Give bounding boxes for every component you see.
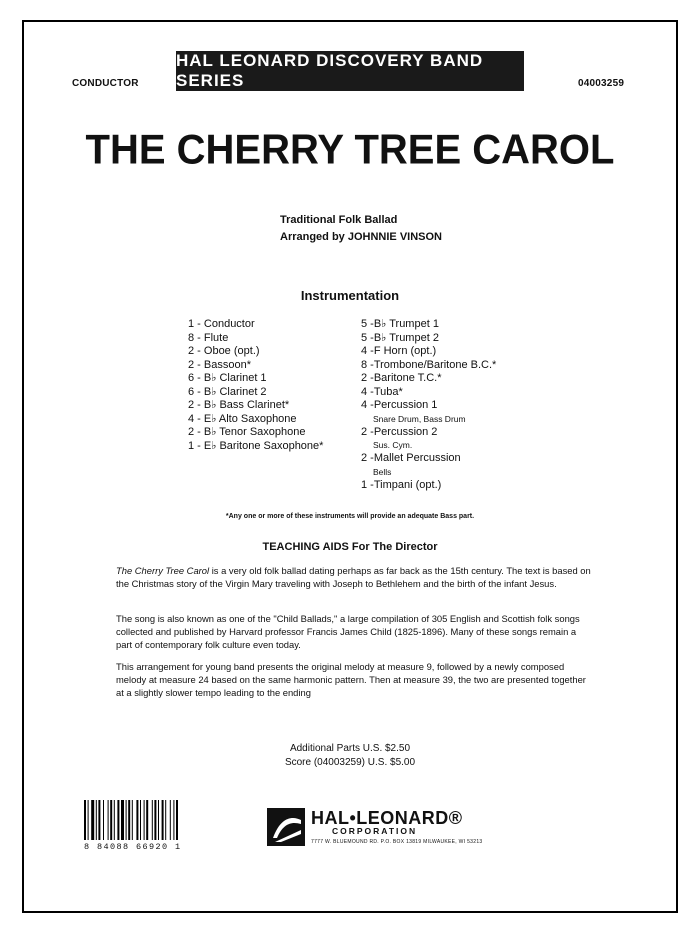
barcode-bar <box>110 800 112 840</box>
instrument-row: 2 -Percussion 2 <box>361 425 438 438</box>
instrumentation-right-column <box>361 318 496 492</box>
instrument-row: 1 - Conductor <box>188 318 255 330</box>
instrument-row: 8 -Trombone/Baritone B.C.* <box>361 358 497 371</box>
instrument-row: 2 -Baritone T.C.* <box>361 372 442 384</box>
instrument-detail: Bells <box>373 466 392 477</box>
instrument-row: 4 - E♭ Alto Saxophone <box>188 412 297 425</box>
instrument-detail: Sus. Cym. <box>373 440 413 450</box>
barcode-bar <box>136 800 138 840</box>
barcode-bar <box>146 800 148 840</box>
publisher-address: 7777 W. BLUEMOUND RD. P.O. BOX 13819 MILWAUKEE, WI 53213 <box>311 839 483 845</box>
barcode-bar <box>96 800 97 840</box>
instrument-detail: Snare Drum, Bass Drum <box>373 413 466 424</box>
instrument-row: 6 - B♭ Clarinet 1 <box>188 372 267 384</box>
barcode-bar <box>117 800 119 840</box>
paragraph-history <box>116 564 592 590</box>
instrument-row: 8 - Flute <box>188 331 229 344</box>
barcode-bar <box>154 800 156 840</box>
instrumentation-left-column <box>188 318 323 453</box>
barcode-bar <box>114 800 115 840</box>
publisher-logo <box>267 808 483 852</box>
instrumentation-heading: Instrumentation <box>300 288 400 303</box>
arranger-credit <box>280 231 442 243</box>
barcode-bar <box>170 800 171 840</box>
instrument-row: 2 -Mallet Percussion <box>361 452 461 464</box>
barcode <box>84 800 202 852</box>
barcode-bar <box>103 800 104 840</box>
instrument-row: 1 -Timpani (opt.) <box>361 478 442 491</box>
paragraph-child-ballads: The song is also known as one of the "Child Ballads," a large compilation of 305 English and Scottish folk songs collected and published by Harvard professor Francis James Child (1825-1896). Many of these songs remain a part of contemporary folk culture even today. <box>116 613 580 650</box>
paragraph-arrangement: This arrangement for young band presents the original melody at measure 9, followed by a newly composed melody at measure 24 based on the same harmonic pattern. Then at measure 39, the two are presented together at a slightly slower tempo leading to the ending <box>116 661 586 698</box>
hal-leonard-mark-icon <box>267 808 307 848</box>
arranger-name: JOHNNIE VINSON <box>347 231 442 243</box>
additional-parts-price: Additional Parts U.S. $2.50 <box>289 743 411 754</box>
barcode-bar <box>158 800 159 840</box>
barcode-bar <box>152 800 153 840</box>
barcode-bar <box>88 800 89 840</box>
instrument-row: 4 -Percussion 1 <box>361 399 438 411</box>
origin-credit: Traditional Folk Ballad <box>280 214 398 226</box>
score-price: Score (04003259) U.S. $5.00 <box>284 757 416 768</box>
conductor-label: CONDUCTOR <box>72 78 139 89</box>
barcode-bar <box>126 800 127 840</box>
arranged-by-label: Arranged by <box>280 231 345 243</box>
barcode-bar <box>162 800 164 840</box>
barcode-bar <box>128 800 130 840</box>
barcode-bar <box>98 800 100 840</box>
instrument-row: 4 -F Horn (opt.) <box>361 345 437 357</box>
barcode-bar <box>144 800 145 840</box>
instrument-row: 2 - B♭ Tenor Saxophone <box>188 426 306 438</box>
instrument-row: 2 - Oboe (opt.) <box>188 345 260 357</box>
barcode-digits: 8 84088 66920 1 <box>84 842 182 852</box>
barcode-bars <box>84 800 202 840</box>
series-banner: HAL LEONARD DISCOVERY BAND SERIES <box>176 51 524 91</box>
instrument-row: 2 - Bassoon* <box>188 358 251 371</box>
barcode-bar <box>91 800 94 840</box>
instrument-row: 5 -B♭ Trumpet 2 <box>361 331 439 344</box>
instrument-row: 4 -Tuba* <box>361 385 403 398</box>
barcode-bar <box>121 800 124 840</box>
instrument-row: 5 -B♭ Trumpet 1 <box>361 318 439 330</box>
publisher-corp: CORPORATION <box>332 826 418 836</box>
teaching-aids-heading: TEACHING AIDS For The Director <box>262 541 438 553</box>
instrument-row: 1 - E♭ Baritone Saxophone* <box>188 439 324 452</box>
barcode-bar <box>132 800 133 840</box>
barcode-bar <box>108 800 109 840</box>
barcode-bar <box>165 800 166 840</box>
page-title: THE CHERRY TREE CAROL <box>85 126 615 174</box>
instrument-row: 2 - B♭ Bass Clarinet* <box>188 399 290 411</box>
paragraph-history-text: is a very old folk ballad dating perhaps as far back as the 15th century. The text is based on the Christmas story of the Virgin Mary traveling with Joseph to Bethlehem and the birth of the infant Jesus. <box>116 565 591 589</box>
piece-title-italic: The Cherry Tree Carol <box>116 565 210 576</box>
barcode-bar <box>140 800 141 840</box>
barcode-bar <box>176 800 178 840</box>
catalog-number: 04003259 <box>578 78 625 89</box>
barcode-bar <box>173 800 174 840</box>
publisher-name: HAL•LEONARD® <box>311 808 463 828</box>
instrument-row: 6 - B♭ Clarinet 2 <box>188 385 267 398</box>
bass-part-footnote: *Any one or more of these instruments will provide an adequate Bass part. <box>225 513 475 520</box>
barcode-bar <box>84 800 86 840</box>
